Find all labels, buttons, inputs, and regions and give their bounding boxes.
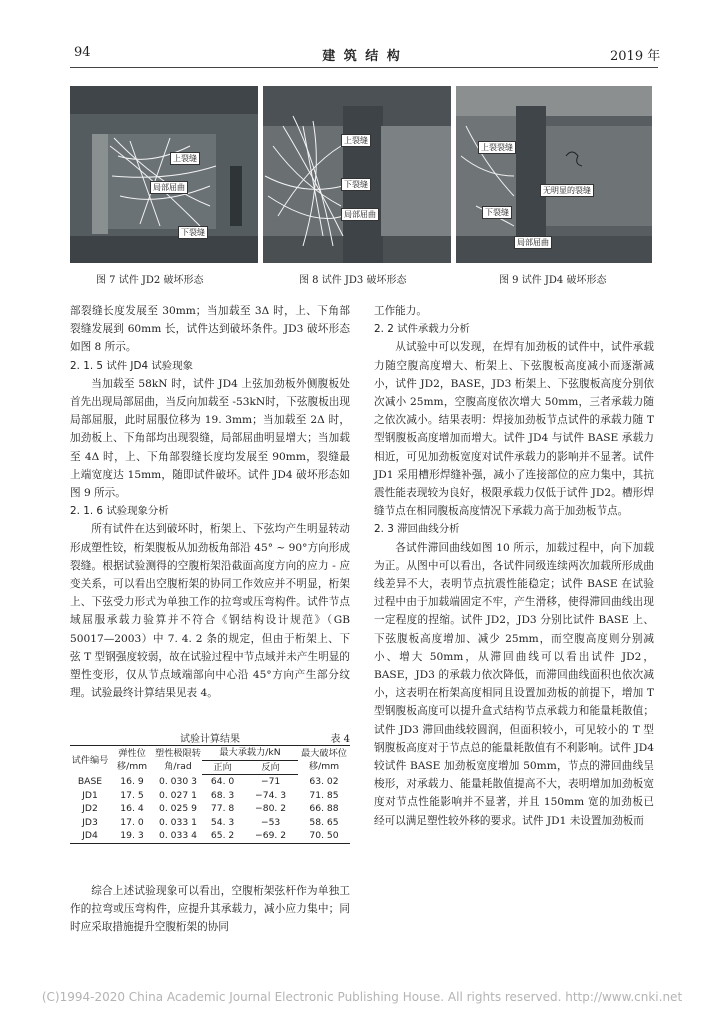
fig9-label-no-obvious-crack: 无明显的裂缝 bbox=[540, 184, 594, 197]
fig7-label-local-buckling: 局部屈曲 bbox=[150, 181, 188, 194]
cell: 70. 50 bbox=[298, 829, 350, 843]
left-paragraph-after-table: 综合上述试验现象可以看出，空腹桁架弦杆作为单独工作的拉弯或压弯构件，应提升其承载力，减小应力集中；同时应采取措施提升空腹桁架的协同 bbox=[70, 885, 350, 934]
cell: 58. 65 bbox=[309, 816, 339, 828]
right-paragraph-0: 工作能力。 bbox=[374, 305, 427, 317]
cell: 63. 02 bbox=[309, 775, 339, 787]
th-specimen: 试件编号 bbox=[70, 746, 110, 775]
page-number: 94 bbox=[74, 45, 91, 60]
cell: 16. 4 bbox=[120, 803, 144, 814]
cell: 65. 2 bbox=[202, 829, 243, 843]
table-row bbox=[70, 789, 350, 803]
cell: JD4 bbox=[70, 829, 110, 843]
table-row bbox=[70, 775, 350, 789]
figure-8-graphic bbox=[263, 86, 451, 263]
cell: 0. 033 1 bbox=[159, 816, 197, 828]
header-rule bbox=[70, 67, 658, 68]
cell: 0. 025 9 bbox=[159, 803, 197, 814]
journal-title: 建 筑 结 构 bbox=[322, 49, 402, 64]
cell: 71. 85 bbox=[309, 789, 339, 801]
section-2-2-body: 从试验中可以发现，在焊有加劲板的试件中，试件承载力随空腹高度增大、桁架上、下弦腹板高度减小而逐渐减小，试件 JD2，BASE，JD3 桁架上、下弦腹板高度分别依次减小 25mm，空腹高度依次增大 50mm，三者承载力随之依次减小。结果表明：焊接加劲板节点试件的承载力随 T 型钢腹板高度增加而增大。试件 JD4 与试件 BASE 承载力相近，可见加劲板宽度对试件承载力的影响并不显著。试件 JD1 采用槽形焊缝补强，减小了连接部位的应力集中，其抗震性能表现较为良好，极限承载力仅低于试件 JD2。槽形焊缝节点在相同腹板高度情况下承载力高于加劲板节点。 bbox=[374, 341, 654, 518]
table-row bbox=[70, 816, 350, 830]
section-2-3-heading: 2. 3 滞回曲线分析 bbox=[374, 523, 460, 536]
fig8-label-lower-crack: 下裂缝 bbox=[341, 178, 371, 191]
fig9-label-lower-crack: 下裂缝 bbox=[482, 206, 512, 219]
cell: 54. 3 bbox=[210, 816, 235, 828]
table-4-title: 试验计算结果 bbox=[180, 734, 240, 745]
th-pos: 正向 bbox=[202, 760, 243, 775]
th-max-load: 最大承载力/kN bbox=[202, 746, 298, 761]
cell: −53 bbox=[260, 816, 281, 828]
cell: 16. 9 bbox=[120, 775, 144, 787]
year: 2019 年 bbox=[610, 49, 661, 64]
copyright-footer: (C)1994-2020 China Academic Journal Electronic Publishing House. All rights reserved. http://www.cnki.net bbox=[41, 990, 683, 1004]
cell: 68. 3 bbox=[210, 789, 235, 801]
cell: JD3 bbox=[82, 816, 98, 828]
th-plastic-rot: 塑性极限转角/rad bbox=[154, 746, 202, 775]
figure-7-graphic bbox=[70, 86, 258, 263]
left-column-lower bbox=[70, 882, 350, 937]
right-column bbox=[374, 302, 654, 830]
cell: −80. 2 bbox=[255, 803, 287, 814]
cell: 17. 0 bbox=[120, 816, 144, 828]
fig8-label-upper-crack: 上裂缝 bbox=[341, 134, 371, 147]
fig9-label-upper-crack: 上裂裂缝 bbox=[478, 141, 516, 154]
figure-9-graphic bbox=[456, 86, 652, 263]
cell: 0. 027 1 bbox=[159, 789, 197, 801]
section-2-3-body: 各试件滞回曲线如图 10 所示，加载过程中，向下加载为正。从图中可以看出，各试件同级连续两次加载所形成曲线差异不大，表明节点抗震性能稳定；试件 BASE 在试验过程中由于加载端固定不牢，产生滑移，使得滞回曲线出现一定程度的捏缩。试件 JD2，JD3 分别比试件 BASE 上、下弦腹板高度增加、减少 25mm，而空腹高度则分别减小、增大 50mm，从滞回曲线可以看出试件 JD2，BASE，JD3 的承载力依次降低，而滞回曲线面积也依次减小，这表明在桁架高度相同且设置加劲板的前提下，增加 T 型钢腹板高度可以提升盒式结构节点承载力和能量耗散值；试件 JD3 滞回曲线较圆润，但面积较小，可见较小的 T 型钢腹板高度对于节点总的能量耗散值有不利影响。试件 JD4 较试件 BASE 加劲板宽度增加 50mm，节点的滞回曲线呈梭形，对承载力、能量耗散值提高不大，表明增加加劲板宽度对节点性能影响并不显著，并且 150mm 宽的加劲板已经可以满足塑性较外移的要求。试件 JD1 未设置加劲板而 bbox=[374, 541, 654, 827]
fig7-label-lower-crack: 下裂缝 bbox=[178, 226, 208, 239]
table-row bbox=[70, 829, 350, 843]
th-fail-disp: 最大破坏位移/mm bbox=[298, 746, 350, 775]
table-4 bbox=[70, 745, 350, 844]
table-4-title-bar bbox=[70, 730, 350, 744]
section-2-1-5-body: 当加载至 58kN 时，试件 JD4 上弦加劲板外侧腹板处首先出现局部屈曲，当反向加载至 -53kN时，下弦腹板出现局部屈服，此时屈服位移为 19. 3mm；当加载至 2Δ 时，加劲板上、下角部均出现裂缝，局部屈曲明显增大；当加载至 4Δ 时，上、下角部裂缝长度均发展至 90mm，裂缝最上端宽度达 15mm，随即试件破坏。试件 JD4 破坏形态如图 9 所示。 bbox=[70, 377, 350, 500]
table-4-label: 表 4 bbox=[330, 734, 350, 745]
cell: 66. 88 bbox=[309, 803, 339, 814]
cell: 17. 5 bbox=[120, 789, 144, 801]
figure-8-caption: 图 8 试件 JD3 破坏形态 bbox=[299, 275, 407, 286]
section-2-2-heading: 2. 2 试件承载力分析 bbox=[374, 323, 470, 336]
left-paragraph-1: 部裂缝长度发展至 30mm；当加载至 3Δ 时，上、下角部裂缝发展到 60mm 长，试件达到破坏条件。JD3 破坏形态如图 8 所示。 bbox=[70, 305, 350, 354]
fig8-label-local-buckling: 局部屈曲 bbox=[341, 208, 379, 221]
th-neg: 反向 bbox=[243, 760, 298, 775]
cell: JD2 bbox=[82, 803, 98, 814]
section-2-1-5-heading: 2. 1. 5 试件 JD4 试验现象 bbox=[70, 359, 193, 372]
section-2-1-6-heading: 2. 1. 6 试验现象分析 bbox=[70, 505, 169, 518]
cell: 0. 033 4 bbox=[154, 829, 202, 843]
cell: BASE bbox=[77, 775, 103, 787]
cell: 0. 030 3 bbox=[159, 775, 197, 787]
left-column-upper bbox=[70, 302, 350, 702]
figure-7-caption: 图 7 试件 JD2 破坏形态 bbox=[96, 275, 204, 286]
cell: 64. 0 bbox=[210, 776, 235, 787]
fig7-label-upper-crack: 上裂缝 bbox=[170, 152, 200, 165]
figure-8-photo bbox=[263, 86, 451, 263]
cell: −74. 3 bbox=[255, 789, 287, 801]
cell: 19. 3 bbox=[110, 829, 154, 843]
th-yield-disp: 弹性位移/mm bbox=[110, 746, 154, 775]
figure-7-photo bbox=[70, 86, 258, 263]
figure-9-photo bbox=[456, 86, 652, 263]
table-row bbox=[70, 802, 350, 816]
figure-9-caption: 图 9 试件 JD4 破坏形态 bbox=[499, 275, 607, 286]
section-2-1-6-body: 所有试件在达到破坏时，桁架上、下弦均产生明显转动形成塑性铰，桁架腹板从加劲板角部沿 45° ~ 90°方向形成裂缝。根据试验测得的空腹桁架沿截面高度方向的应力 - 应变关系，可以看出空腹桁架的协同工作效应并不明显，桁架上、下弦受力形式为单独工作的拉弯或压弯构件。试件节点域屈服承载力验算并不符合《钢结构设计规范》（GB 50017—2003）中 7. 4. 2 条的规定，但由于桁架上、下弦 T 型钢强度较弱，故在试验过程中节点域并未产生明显的塑性变形，仅从节点域端部向中心沿 45°方向产生部分纹理。试验最终计算结果见表 4。 bbox=[70, 523, 350, 700]
cell: 77. 8 bbox=[210, 803, 235, 814]
fig9-label-local-buckling: 局部屈曲 bbox=[514, 236, 552, 249]
cell: JD1 bbox=[82, 789, 98, 801]
cell: −71 bbox=[260, 776, 281, 787]
cell: −69. 2 bbox=[243, 829, 298, 843]
